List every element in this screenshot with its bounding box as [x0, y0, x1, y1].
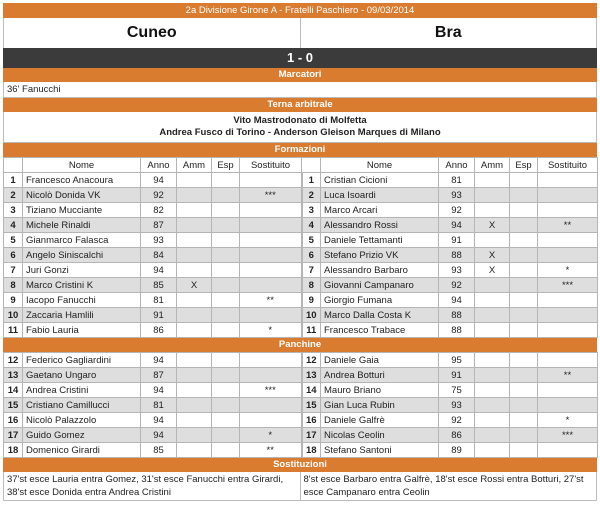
home-player-substituted: *** [240, 383, 302, 398]
section-terna-arbitrale: Terna arbitrale [3, 98, 597, 112]
final-score: 1 - 0 [3, 48, 597, 68]
home-player-red-card [212, 353, 240, 368]
home-player-name: Gianmarco Falasca [23, 233, 141, 248]
match-report [3, 3, 597, 501]
home-player-red-card [212, 248, 240, 263]
away-player-substituted [538, 308, 598, 323]
away-player-red-card [510, 203, 538, 218]
home-player-substituted [240, 398, 302, 413]
away-player-name: Daniele Gaia [321, 353, 439, 368]
player-row [4, 233, 598, 248]
away-player-name: Daniele Tettamanti [321, 233, 439, 248]
home-player-substituted [240, 263, 302, 278]
home-player-year: 85 [141, 443, 177, 458]
away-player-red-card [510, 353, 538, 368]
home-player-substituted: * [240, 428, 302, 443]
player-row [4, 293, 598, 308]
home-player-name: Francesco Anacoura [23, 173, 141, 188]
home-player-red-card [212, 203, 240, 218]
home-player-name: Federico Gagliardini [23, 353, 141, 368]
home-player-number: 15 [4, 398, 23, 413]
home-player-substituted [240, 353, 302, 368]
away-player-yellow-card [475, 173, 510, 188]
home-player-red-card [212, 173, 240, 188]
home-player-year: 86 [141, 323, 177, 338]
home-player-number: 9 [4, 293, 23, 308]
away-player-name: Marco Arcari [321, 203, 439, 218]
away-player-red-card [510, 383, 538, 398]
away-player-name: Mauro Briano [321, 383, 439, 398]
home-player-year: 94 [141, 413, 177, 428]
home-player-red-card [212, 428, 240, 443]
home-player-yellow-card: X [177, 278, 212, 293]
home-player-red-card [212, 308, 240, 323]
away-player-red-card [510, 308, 538, 323]
away-player-substituted: *** [538, 278, 598, 293]
lineup-table [3, 157, 598, 338]
home-player-red-card [212, 263, 240, 278]
away-player-name: Nicolas Ceolin [321, 428, 439, 443]
home-player-number: 14 [4, 383, 23, 398]
home-player-number: 3 [4, 203, 23, 218]
home-player-number: 7 [4, 263, 23, 278]
away-player-yellow-card [475, 188, 510, 203]
home-player-year: 94 [141, 428, 177, 443]
home-player-substituted [240, 218, 302, 233]
home-player-year: 94 [141, 353, 177, 368]
home-player-year: 93 [141, 233, 177, 248]
away-player-year: 86 [439, 428, 475, 443]
away-player-substituted [538, 188, 598, 203]
away-player-yellow-card [475, 278, 510, 293]
away-player-number: 16 [302, 413, 321, 428]
col-name: Nome [321, 158, 439, 173]
home-player-yellow-card [177, 173, 212, 188]
away-player-red-card [510, 188, 538, 203]
away-player-yellow-card [475, 353, 510, 368]
home-player-yellow-card [177, 428, 212, 443]
home-player-substituted [240, 233, 302, 248]
away-player-name: Francesco Trabace [321, 323, 439, 338]
away-player-number: 9 [302, 293, 321, 308]
away-player-red-card [510, 218, 538, 233]
home-player-name: Cristiano Camillucci [23, 398, 141, 413]
home-player-red-card [212, 278, 240, 293]
away-player-number: 12 [302, 353, 321, 368]
player-row [4, 188, 598, 203]
home-player-yellow-card [177, 218, 212, 233]
home-player-name: Fabio Lauria [23, 323, 141, 338]
home-player-year: 81 [141, 293, 177, 308]
away-player-yellow-card [475, 368, 510, 383]
home-player-yellow-card [177, 263, 212, 278]
home-player-substituted [240, 203, 302, 218]
home-player-year: 85 [141, 278, 177, 293]
away-player-name: Cristian Cicioni [321, 173, 439, 188]
away-player-number: 18 [302, 443, 321, 458]
home-substitutions: 37'st esce Lauria entra Gomez, 31'st esce Fanucchi entra Girardi, 38'st esce Donida entra Andrea Cristini [4, 472, 301, 500]
home-player-number: 10 [4, 308, 23, 323]
away-player-substituted: ** [538, 218, 598, 233]
away-player-name: Giovanni Campanaro [321, 278, 439, 293]
away-player-year: 91 [439, 368, 475, 383]
teams-row [3, 18, 597, 48]
home-player-yellow-card [177, 188, 212, 203]
col-sub: Sostituito [538, 158, 598, 173]
home-player-number: 1 [4, 173, 23, 188]
substitutions-row [3, 472, 597, 501]
away-player-red-card [510, 248, 538, 263]
home-player-yellow-card [177, 398, 212, 413]
home-player-number: 11 [4, 323, 23, 338]
home-player-name: Iacopo Fanucchi [23, 293, 141, 308]
away-player-red-card [510, 428, 538, 443]
away-team-name: Bra [434, 24, 462, 41]
player-row [4, 413, 598, 428]
away-player-name: Alessandro Barbaro [321, 263, 439, 278]
section-formazioni: Formazioni [3, 143, 597, 157]
away-player-year: 81 [439, 173, 475, 188]
home-player-number: 2 [4, 188, 23, 203]
home-player-red-card [212, 443, 240, 458]
away-player-number: 3 [302, 203, 321, 218]
lineup-header-row [4, 158, 598, 173]
home-player-name: Domenico Girardi [23, 443, 141, 458]
home-player-yellow-card [177, 323, 212, 338]
home-player-yellow-card [177, 368, 212, 383]
home-player-substituted [240, 308, 302, 323]
home-player-name: Angelo Siniscalchi [23, 248, 141, 263]
home-player-yellow-card [177, 203, 212, 218]
home-player-substituted [240, 413, 302, 428]
lineup-body [4, 173, 598, 338]
away-player-name: Alessandro Rossi [321, 218, 439, 233]
away-player-substituted [538, 398, 598, 413]
home-player-number: 13 [4, 368, 23, 383]
main-referee: Vito Mastrodonato di Molfetta [233, 115, 367, 126]
away-player-year: 93 [439, 188, 475, 203]
away-player-substituted [538, 353, 598, 368]
away-player-yellow-card: X [475, 263, 510, 278]
away-player-year: 88 [439, 248, 475, 263]
away-player-yellow-card [475, 308, 510, 323]
away-player-year: 92 [439, 413, 475, 428]
col-yellow: Amm [177, 158, 212, 173]
away-player-number: 13 [302, 368, 321, 383]
away-player-red-card [510, 413, 538, 428]
away-player-year: 89 [439, 443, 475, 458]
home-player-yellow-card [177, 383, 212, 398]
home-player-substituted: ** [240, 293, 302, 308]
home-player-year: 94 [141, 173, 177, 188]
player-row [4, 278, 598, 293]
away-player-name: Gian Luca Rubin [321, 398, 439, 413]
away-player-year: 94 [439, 293, 475, 308]
away-player-substituted [538, 203, 598, 218]
away-player-number: 7 [302, 263, 321, 278]
away-player-year: 95 [439, 353, 475, 368]
col-sub: Sostituito [240, 158, 302, 173]
home-player-year: 94 [141, 383, 177, 398]
away-player-red-card [510, 443, 538, 458]
away-player-yellow-card [475, 293, 510, 308]
home-player-substituted: *** [240, 188, 302, 203]
home-player-red-card [212, 188, 240, 203]
home-player-name: Andrea Cristini [23, 383, 141, 398]
col-red: Esp [212, 158, 240, 173]
player-row [4, 263, 598, 278]
home-player-number: 4 [4, 218, 23, 233]
away-player-yellow-card [475, 428, 510, 443]
away-player-red-card [510, 173, 538, 188]
home-player-red-card [212, 293, 240, 308]
home-player-red-card [212, 218, 240, 233]
home-player-number: 16 [4, 413, 23, 428]
home-player-year: 87 [141, 368, 177, 383]
section-marcatori: Marcatori [3, 68, 597, 82]
home-player-number: 18 [4, 443, 23, 458]
col-year: Anno [439, 158, 475, 173]
home-player-substituted [240, 173, 302, 188]
player-row [4, 398, 598, 413]
away-player-year: 92 [439, 203, 475, 218]
away-player-red-card [510, 263, 538, 278]
away-player-number: 1 [302, 173, 321, 188]
away-player-red-card [510, 368, 538, 383]
home-player-red-card [212, 323, 240, 338]
away-player-number: 11 [302, 323, 321, 338]
home-player-yellow-card [177, 353, 212, 368]
section-panchine: Panchine [3, 338, 597, 352]
player-row [4, 218, 598, 233]
away-player-substituted: *** [538, 428, 598, 443]
away-player-number: 5 [302, 233, 321, 248]
scorers-list: 36' Fanucchi [3, 82, 597, 98]
home-player-substituted [240, 278, 302, 293]
away-player-number: 8 [302, 278, 321, 293]
away-player-name: Daniele Galfrè [321, 413, 439, 428]
home-player-year: 91 [141, 308, 177, 323]
player-row [4, 383, 598, 398]
away-player-number: 2 [302, 188, 321, 203]
home-player-name: Marco Cristini K [23, 278, 141, 293]
away-player-number: 17 [302, 428, 321, 443]
home-player-name: Gaetano Ungaro [23, 368, 141, 383]
away-player-year: 91 [439, 233, 475, 248]
home-player-substituted: ** [240, 443, 302, 458]
away-player-red-card [510, 398, 538, 413]
away-player-substituted [538, 443, 598, 458]
away-player-substituted [538, 248, 598, 263]
assistant-referees: Andrea Fusco di Torino - Anderson Gleison Marques di Milano [159, 127, 441, 138]
player-row [4, 173, 598, 188]
away-player-name: Marco Dalla Costa K [321, 308, 439, 323]
home-player-year: 87 [141, 218, 177, 233]
home-player-year: 92 [141, 188, 177, 203]
away-player-substituted [538, 323, 598, 338]
home-player-yellow-card [177, 293, 212, 308]
home-player-year: 94 [141, 263, 177, 278]
referees-block [3, 112, 597, 143]
away-player-yellow-card [475, 398, 510, 413]
away-player-substituted [538, 173, 598, 188]
away-player-year: 88 [439, 323, 475, 338]
col-name: Nome [23, 158, 141, 173]
col-yellow: Amm [475, 158, 510, 173]
away-player-yellow-card [475, 383, 510, 398]
home-player-red-card [212, 398, 240, 413]
away-player-number: 15 [302, 398, 321, 413]
away-player-number: 10 [302, 308, 321, 323]
away-player-number: 4 [302, 218, 321, 233]
home-player-year: 82 [141, 203, 177, 218]
home-player-substituted [240, 248, 302, 263]
home-team-name: Cuneo [4, 18, 301, 48]
away-player-yellow-card [475, 413, 510, 428]
home-player-yellow-card [177, 308, 212, 323]
away-player-year: 88 [439, 308, 475, 323]
away-player-yellow-card: X [475, 248, 510, 263]
away-player-number: 6 [302, 248, 321, 263]
away-player-red-card [510, 233, 538, 248]
home-player-red-card [212, 413, 240, 428]
away-player-yellow-card [475, 323, 510, 338]
home-player-name: Tiziano Mucciante [23, 203, 141, 218]
away-player-number: 14 [302, 383, 321, 398]
home-player-yellow-card [177, 248, 212, 263]
home-player-substituted [240, 368, 302, 383]
home-player-number: 17 [4, 428, 23, 443]
away-substitutions: 8'st esce Barbaro entra Galfrè, 18'st esce Rossi entra Botturi, 27'st esce Campanaro entra Ceolin [303, 474, 584, 498]
home-player-name: Guido Gomez [23, 428, 141, 443]
away-player-yellow-card [475, 233, 510, 248]
away-player-year: 94 [439, 218, 475, 233]
bench-body [4, 353, 598, 458]
bench-table [3, 352, 598, 458]
player-row [4, 353, 598, 368]
home-player-yellow-card [177, 443, 212, 458]
player-row [4, 248, 598, 263]
col-year: Anno [141, 158, 177, 173]
home-player-name: Michele Rinaldi [23, 218, 141, 233]
away-player-substituted: * [538, 263, 598, 278]
home-player-number: 8 [4, 278, 23, 293]
away-player-substituted: * [538, 413, 598, 428]
player-row [4, 203, 598, 218]
home-player-name: Nicolò Donida VK [23, 188, 141, 203]
player-row [4, 308, 598, 323]
home-player-substituted: * [240, 323, 302, 338]
home-player-name: Nicolò Palazzolo [23, 413, 141, 428]
away-player-red-card [510, 278, 538, 293]
away-player-year: 93 [439, 398, 475, 413]
section-sostituzioni: Sostituzioni [3, 458, 597, 472]
away-player-substituted: ** [538, 368, 598, 383]
away-player-red-card [510, 293, 538, 308]
home-player-name: Zaccaria Hamlili [23, 308, 141, 323]
home-player-year: 81 [141, 398, 177, 413]
away-player-name: Giorgio Fumana [321, 293, 439, 308]
col-red: Esp [510, 158, 538, 173]
home-player-number: 6 [4, 248, 23, 263]
away-player-red-card [510, 323, 538, 338]
away-player-yellow-card [475, 443, 510, 458]
away-player-name: Andrea Botturi [321, 368, 439, 383]
away-player-substituted [538, 233, 598, 248]
away-player-substituted [538, 383, 598, 398]
home-player-yellow-card [177, 413, 212, 428]
home-player-name: Juri Gonzi [23, 263, 141, 278]
home-player-red-card [212, 368, 240, 383]
match-title: 2a Divisione Girone A - Fratelli Paschiero - 09/03/2014 [3, 3, 597, 18]
away-player-name: Stefano Santoni [321, 443, 439, 458]
away-player-year: 75 [439, 383, 475, 398]
player-row [4, 443, 598, 458]
home-player-red-card [212, 233, 240, 248]
player-row [4, 323, 598, 338]
player-row [4, 428, 598, 443]
away-player-yellow-card: X [475, 218, 510, 233]
away-player-year: 93 [439, 263, 475, 278]
home-player-yellow-card [177, 233, 212, 248]
home-player-number: 12 [4, 353, 23, 368]
away-player-name: Stefano Prizio VK [321, 248, 439, 263]
away-player-year: 92 [439, 278, 475, 293]
home-player-number: 5 [4, 233, 23, 248]
player-row [4, 368, 598, 383]
home-player-red-card [212, 383, 240, 398]
home-player-year: 84 [141, 248, 177, 263]
away-player-substituted [538, 293, 598, 308]
away-player-yellow-card [475, 203, 510, 218]
away-player-name: Luca Isoardi [321, 188, 439, 203]
